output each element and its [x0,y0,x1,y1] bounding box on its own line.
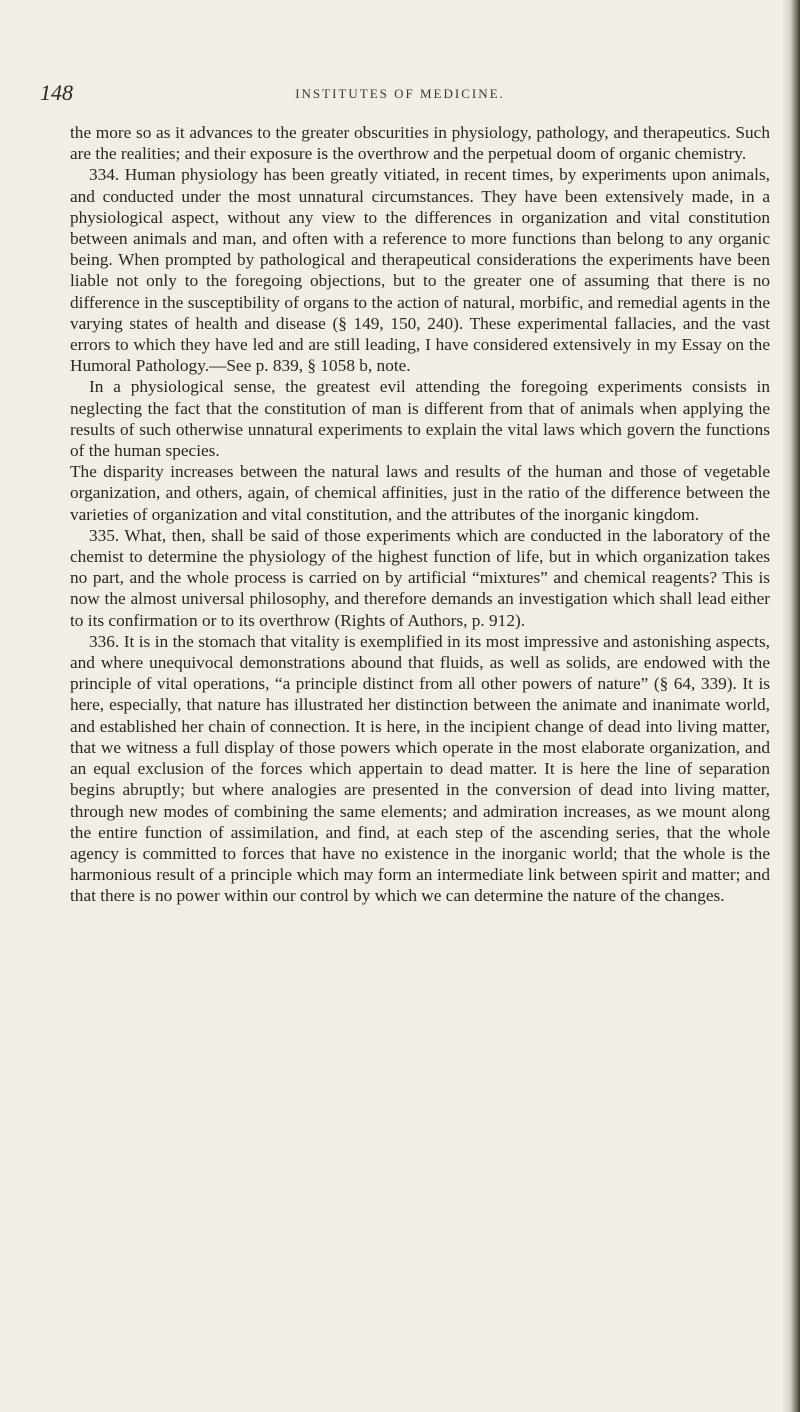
paragraph-continuation: the more so as it advances to the greater obscurities in physiology, pathology, and therapeutics. Such are the realities; and their exposure is the overthrow and the perpetual doom of organic chemistry. [70,123,770,164]
paragraph-334-disparity: The disparity increases between the natural laws and results of the human and those of vegetable organization, and others, again, of chemical affinities, just in the ratio of the difference between the varieties of organization and vital constitution, and the attributes of the inorganic kingdom. [70,462,770,524]
paragraph-334-physiological-sense: In a physiological sense, the greatest evil attending the foregoing experiments consists in neglecting the fact that the constitution of man is different from that of animals when applying the results of such otherwise unnatural experiments to explain the vital laws which govern the functions of the human species. [70,377,770,461]
running-head: INSTITUTES OF MEDICINE. [295,86,505,101]
page-number: 148 [40,80,73,105]
paragraph-336: 336. It is in the stomach that vitality is exemplified in its most impressive and astonishing aspects, and where unequivocal demonstrations abound that fluids, as well as solids, are endowed with the principle of vital operations, “a principle distinct from all other powers of nature” (§ 64, 339). It is here, especially, that nature has illustrated her distinction between the animate and inanimate world, and established her chain of connection. It is here, in the incipient change of dead into living matter, that we witness a full display of those powers which operate in the most elaborate organization, and an equal exclusion of the forces which appertain to dead matter. It is here the line of separation begins abruptly; but where analogies are presented in the conversion of dead into living matter, through new modes of combining the same elements; and admiration increases, as we mount along the entire function of assimilation, and find, at each step of the ascending series, that the whole agency is committed to forces that have no existence in the inorganic world; that the whole is the harmonious result of a principle which may form an intermediate link between spirit and matter; and that there is no power within our control by which we can determine the nature of the changes. [70,631,770,906]
paragraph-335: 335. What, then, shall be said of those experiments which are conducted in the laboratory of the chemist to determine the physiology of the highest function of life, but in which organization takes no part, and the whole process is carried on by artificial “mixtures” and chemical reagents? This is now the almost universal philosophy, and therefore demands an investigation which shall lead either to its confirmation or to its overthrow (Rights of Authors, p. 912). [70,525,770,630]
page-edge-shadow [782,0,800,1412]
paragraph-334: 334. Human physiology has been greatly vitiated, in recent times, by experiments upon animals, and conducted under the most unnatural circumstances. They have been extensively made, in a physiological aspect, without any view to the differences in organization and vital constitution between animals and man, and often with a reference to more functions than belong to any organic being. When prompted by pathological and therapeutical considerations the experiments have been liable not only to the foregoing objections, but to the greater one of assuming that there is no difference in the susceptibility of organs to the action of natural, morbific, and remedial agents in the varying states of health and disease (§ 149, 150, 240). These experimental fallacies, and the vast errors to which they have led and are still leading, I have considered extensively in my Essay on the Humoral Pathology.—See p. 839, § 1058 b, note. [70,165,770,376]
page-header [40,80,760,108]
body-text [70,122,770,907]
